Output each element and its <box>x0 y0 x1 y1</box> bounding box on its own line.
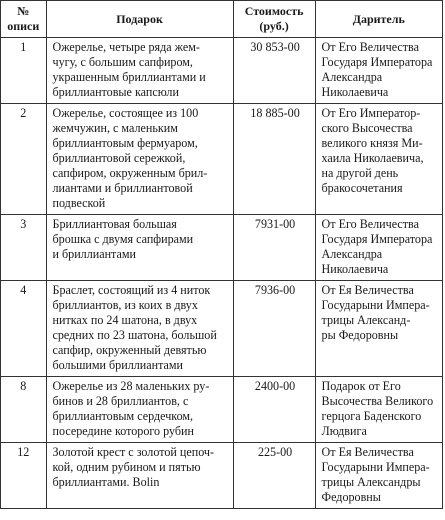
row-number: 3 <box>1 215 47 281</box>
row-donor: Подарок от Его Высочества Великого герцога Баденского Людвига <box>315 377 442 443</box>
row-number: 2 <box>1 104 47 215</box>
row-number: 1 <box>1 38 47 104</box>
row-cost: 225-00 <box>233 443 315 509</box>
row-cost: 7936-00 <box>233 281 315 377</box>
header-cost: Стоимость (руб.) <box>233 1 315 38</box>
row-cost: 7931-00 <box>233 215 315 281</box>
table-row <box>1 443 443 509</box>
row-gift: Ожерелье, четыре ряда жем- чугу, с большим сапфиром, украшенным бриллиантами и бриллиантовые капсюли <box>46 38 233 104</box>
row-number: 4 <box>1 281 47 377</box>
header-number: № описи <box>1 1 47 38</box>
row-donor: От Его Император- ского Высочества великого князя Ми- хаила Николаевича, на другой день бракосочетания <box>315 104 442 215</box>
row-gift: Ожерелье из 28 маленьких ру- бинов и 28 бриллиантов, с бриллиантовым сердечком, посередине которого рубин <box>46 377 233 443</box>
table-row <box>1 215 443 281</box>
row-number: 12 <box>1 443 47 509</box>
row-donor: От Его Величества Государя Императора Александра Николаевича <box>315 215 442 281</box>
row-number: 8 <box>1 377 47 443</box>
row-gift: Бриллиантовая большая брошка с двумя сапфирами и бриллиантами <box>46 215 233 281</box>
table-row <box>1 104 443 215</box>
header-donor: Даритель <box>315 1 442 38</box>
table-row <box>1 38 443 104</box>
row-donor: От Ея Величества Государыни Импера- трицы Александ- ры Федоровны <box>315 281 442 377</box>
row-gift: Браслет, состоящий из 4 ниток бриллиантов, из коих в двух нитках по 24 шатона, в двух средних по 23 шатона, большой сапфир, окруженный девятью большими бриллиантами <box>46 281 233 377</box>
table-row <box>1 281 443 377</box>
row-cost: 2400-00 <box>233 377 315 443</box>
header-row <box>1 1 443 38</box>
row-cost: 18 885-00 <box>233 104 315 215</box>
row-cost: 30 853-00 <box>233 38 315 104</box>
row-gift: Золотой крест с золотой цепоч- кой, одним рубином и пятью бриллиантами. Bolin <box>46 443 233 509</box>
header-gift: Подарок <box>46 1 233 38</box>
row-gift: Ожерелье, состоящее из 100 жемчужин, с маленьким бриллиантовым фермуаром, бриллиантовой сережкой, сапфиром, окруженным брил- лиантами и бриллиантовой подвеской <box>46 104 233 215</box>
row-donor: От Ея Величества Государыни Импера- трицы Александры Федоровны <box>315 443 442 509</box>
row-donor: От Его Величества Государя Императора Александра Николаевича <box>315 38 442 104</box>
table-row <box>1 377 443 443</box>
